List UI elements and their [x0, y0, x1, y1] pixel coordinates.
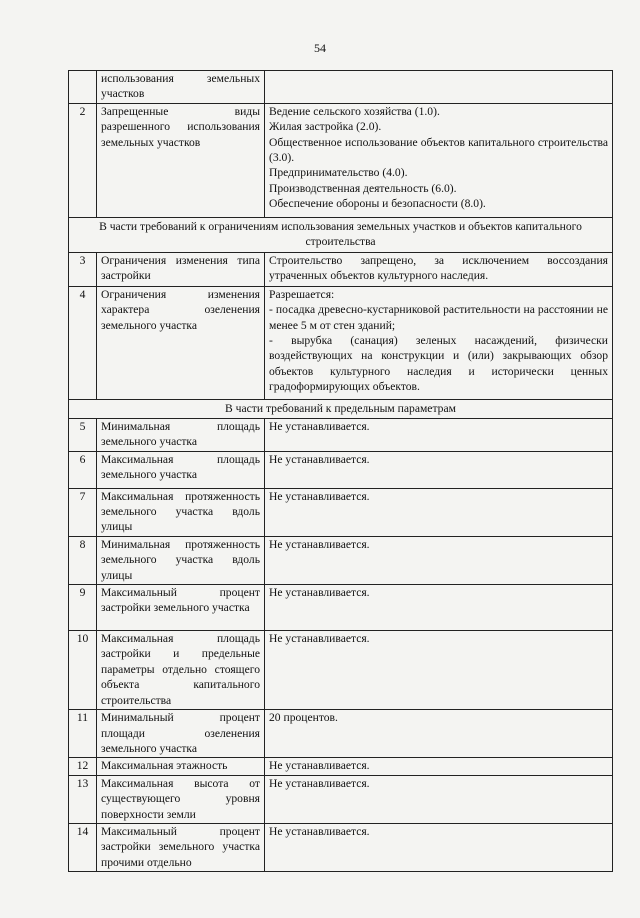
value-line: Общественное использование объектов капитального строительства (3.0).	[269, 135, 608, 165]
criterion-cell: Максимальная протяженность земельного участка вдоль улицы	[97, 488, 265, 536]
value-line: Обеспечение обороны и безопасности (8.0).	[269, 197, 486, 211]
value-line: Предпринимательство (4.0).	[269, 166, 408, 180]
row-number: 14	[69, 823, 97, 871]
value-line: Не устанавливается.	[269, 586, 370, 600]
row-number: 9	[69, 585, 97, 631]
criterion-cell: Запрещенные виды разрешенного использования земельных участков	[97, 103, 265, 217]
table-row	[69, 103, 613, 217]
row-number: 2	[69, 103, 97, 217]
value-line: Не устанавливается.	[269, 759, 370, 773]
value-cell	[265, 823, 613, 871]
section-title: В части требований к ограничениям использования земельных участков и объектов капитального строительства	[69, 217, 613, 252]
value-cell	[265, 103, 613, 217]
value-line: Строительство запрещено, за исключением воссоздания утраченных объектов культурного наследия.	[269, 253, 608, 283]
value-line: Не устанавливается.	[269, 452, 370, 466]
value-cell	[265, 71, 613, 104]
criterion-cell: Максимальная площадь застройки и предельные параметры отдельно стоящего объекта капитального строительства	[97, 631, 265, 710]
value-line: Не устанавливается.	[269, 489, 370, 503]
table-row	[69, 71, 613, 104]
criterion-cell: Максимальная площадь земельного участка	[97, 451, 265, 488]
value-line: 20 процентов.	[269, 711, 338, 725]
value-line: Не устанавливается.	[269, 824, 370, 838]
value-line: Не устанавливается.	[269, 632, 370, 646]
criterion-cell: Ограничения изменения типа застройки	[97, 252, 265, 286]
value-cell	[265, 418, 613, 451]
criterion-cell: Минимальная протяженность земельного участка вдоль улицы	[97, 536, 265, 584]
value-line: - посадка древесно-кустарниковой растительности на расстоянии не менее 5 м от стен зданий;	[269, 303, 608, 332]
value-cell	[265, 585, 613, 631]
value-cell	[265, 536, 613, 584]
criterion-cell: Максимальная высота от существующего уровня поверхности земли	[97, 775, 265, 823]
value-cell	[265, 286, 613, 399]
criterion-cell: использования земельных участков	[97, 71, 265, 104]
value-line: Жилая застройка (2.0).	[269, 120, 382, 134]
section-header-row	[69, 217, 613, 252]
criterion-cell: Минимальный процент площади озеленения земельного участка	[97, 710, 265, 758]
criterion-cell: Максимальный процент застройки земельного участка	[97, 585, 265, 631]
value-cell	[265, 775, 613, 823]
criterion-cell: Максимальная этажность	[97, 758, 265, 775]
table-body	[69, 71, 613, 872]
table-row	[69, 758, 613, 775]
row-number: 12	[69, 758, 97, 775]
value-line: Производственная деятельность (6.0).	[269, 181, 457, 195]
value-cell	[265, 488, 613, 536]
table-row	[69, 536, 613, 584]
value-line: Ведение сельского хозяйства (1.0).	[269, 104, 440, 118]
value-cell	[265, 252, 613, 286]
row-number: 6	[69, 451, 97, 488]
value-cell	[265, 451, 613, 488]
table-row	[69, 252, 613, 286]
table-row	[69, 775, 613, 823]
value-cell	[265, 758, 613, 775]
row-number	[69, 71, 97, 104]
row-number: 3	[69, 252, 97, 286]
row-number: 5	[69, 418, 97, 451]
row-number: 10	[69, 631, 97, 710]
row-number: 11	[69, 710, 97, 758]
criterion-cell: Минимальная площадь земельного участка	[97, 418, 265, 451]
table-row	[69, 585, 613, 631]
value-cell	[265, 710, 613, 758]
table-row	[69, 823, 613, 871]
regulations-table	[68, 70, 613, 872]
row-number: 7	[69, 488, 97, 536]
value-line: Не устанавливается.	[269, 419, 370, 433]
section-header-row	[69, 399, 613, 418]
value-line: - вырубка (санация) зеленых насаждений, физически воздействующих на конструкции и (или) закрывающих обзор объектов культурного наследия и исторически ценных градоформирующих объектов.	[269, 334, 608, 394]
section-title: В части требований к предельным параметрам	[69, 399, 613, 418]
value-line: Не устанавливается.	[269, 537, 370, 551]
row-number: 8	[69, 536, 97, 584]
table-row	[69, 451, 613, 488]
row-number: 4	[69, 286, 97, 399]
page-number: 54	[314, 41, 326, 55]
table-row	[69, 488, 613, 536]
value-line: Не устанавливается.	[269, 776, 370, 790]
value-line: Разрешается:	[269, 287, 335, 301]
table-row	[69, 710, 613, 758]
criterion-cell: Максимальный процент застройки земельного участка прочими отдельно	[97, 823, 265, 871]
value-cell	[265, 631, 613, 710]
row-number: 13	[69, 775, 97, 823]
criterion-cell: Ограничения изменения характера озеленения земельного участка	[97, 286, 265, 399]
table-row	[69, 286, 613, 399]
table-row	[69, 631, 613, 710]
table-row	[69, 418, 613, 451]
